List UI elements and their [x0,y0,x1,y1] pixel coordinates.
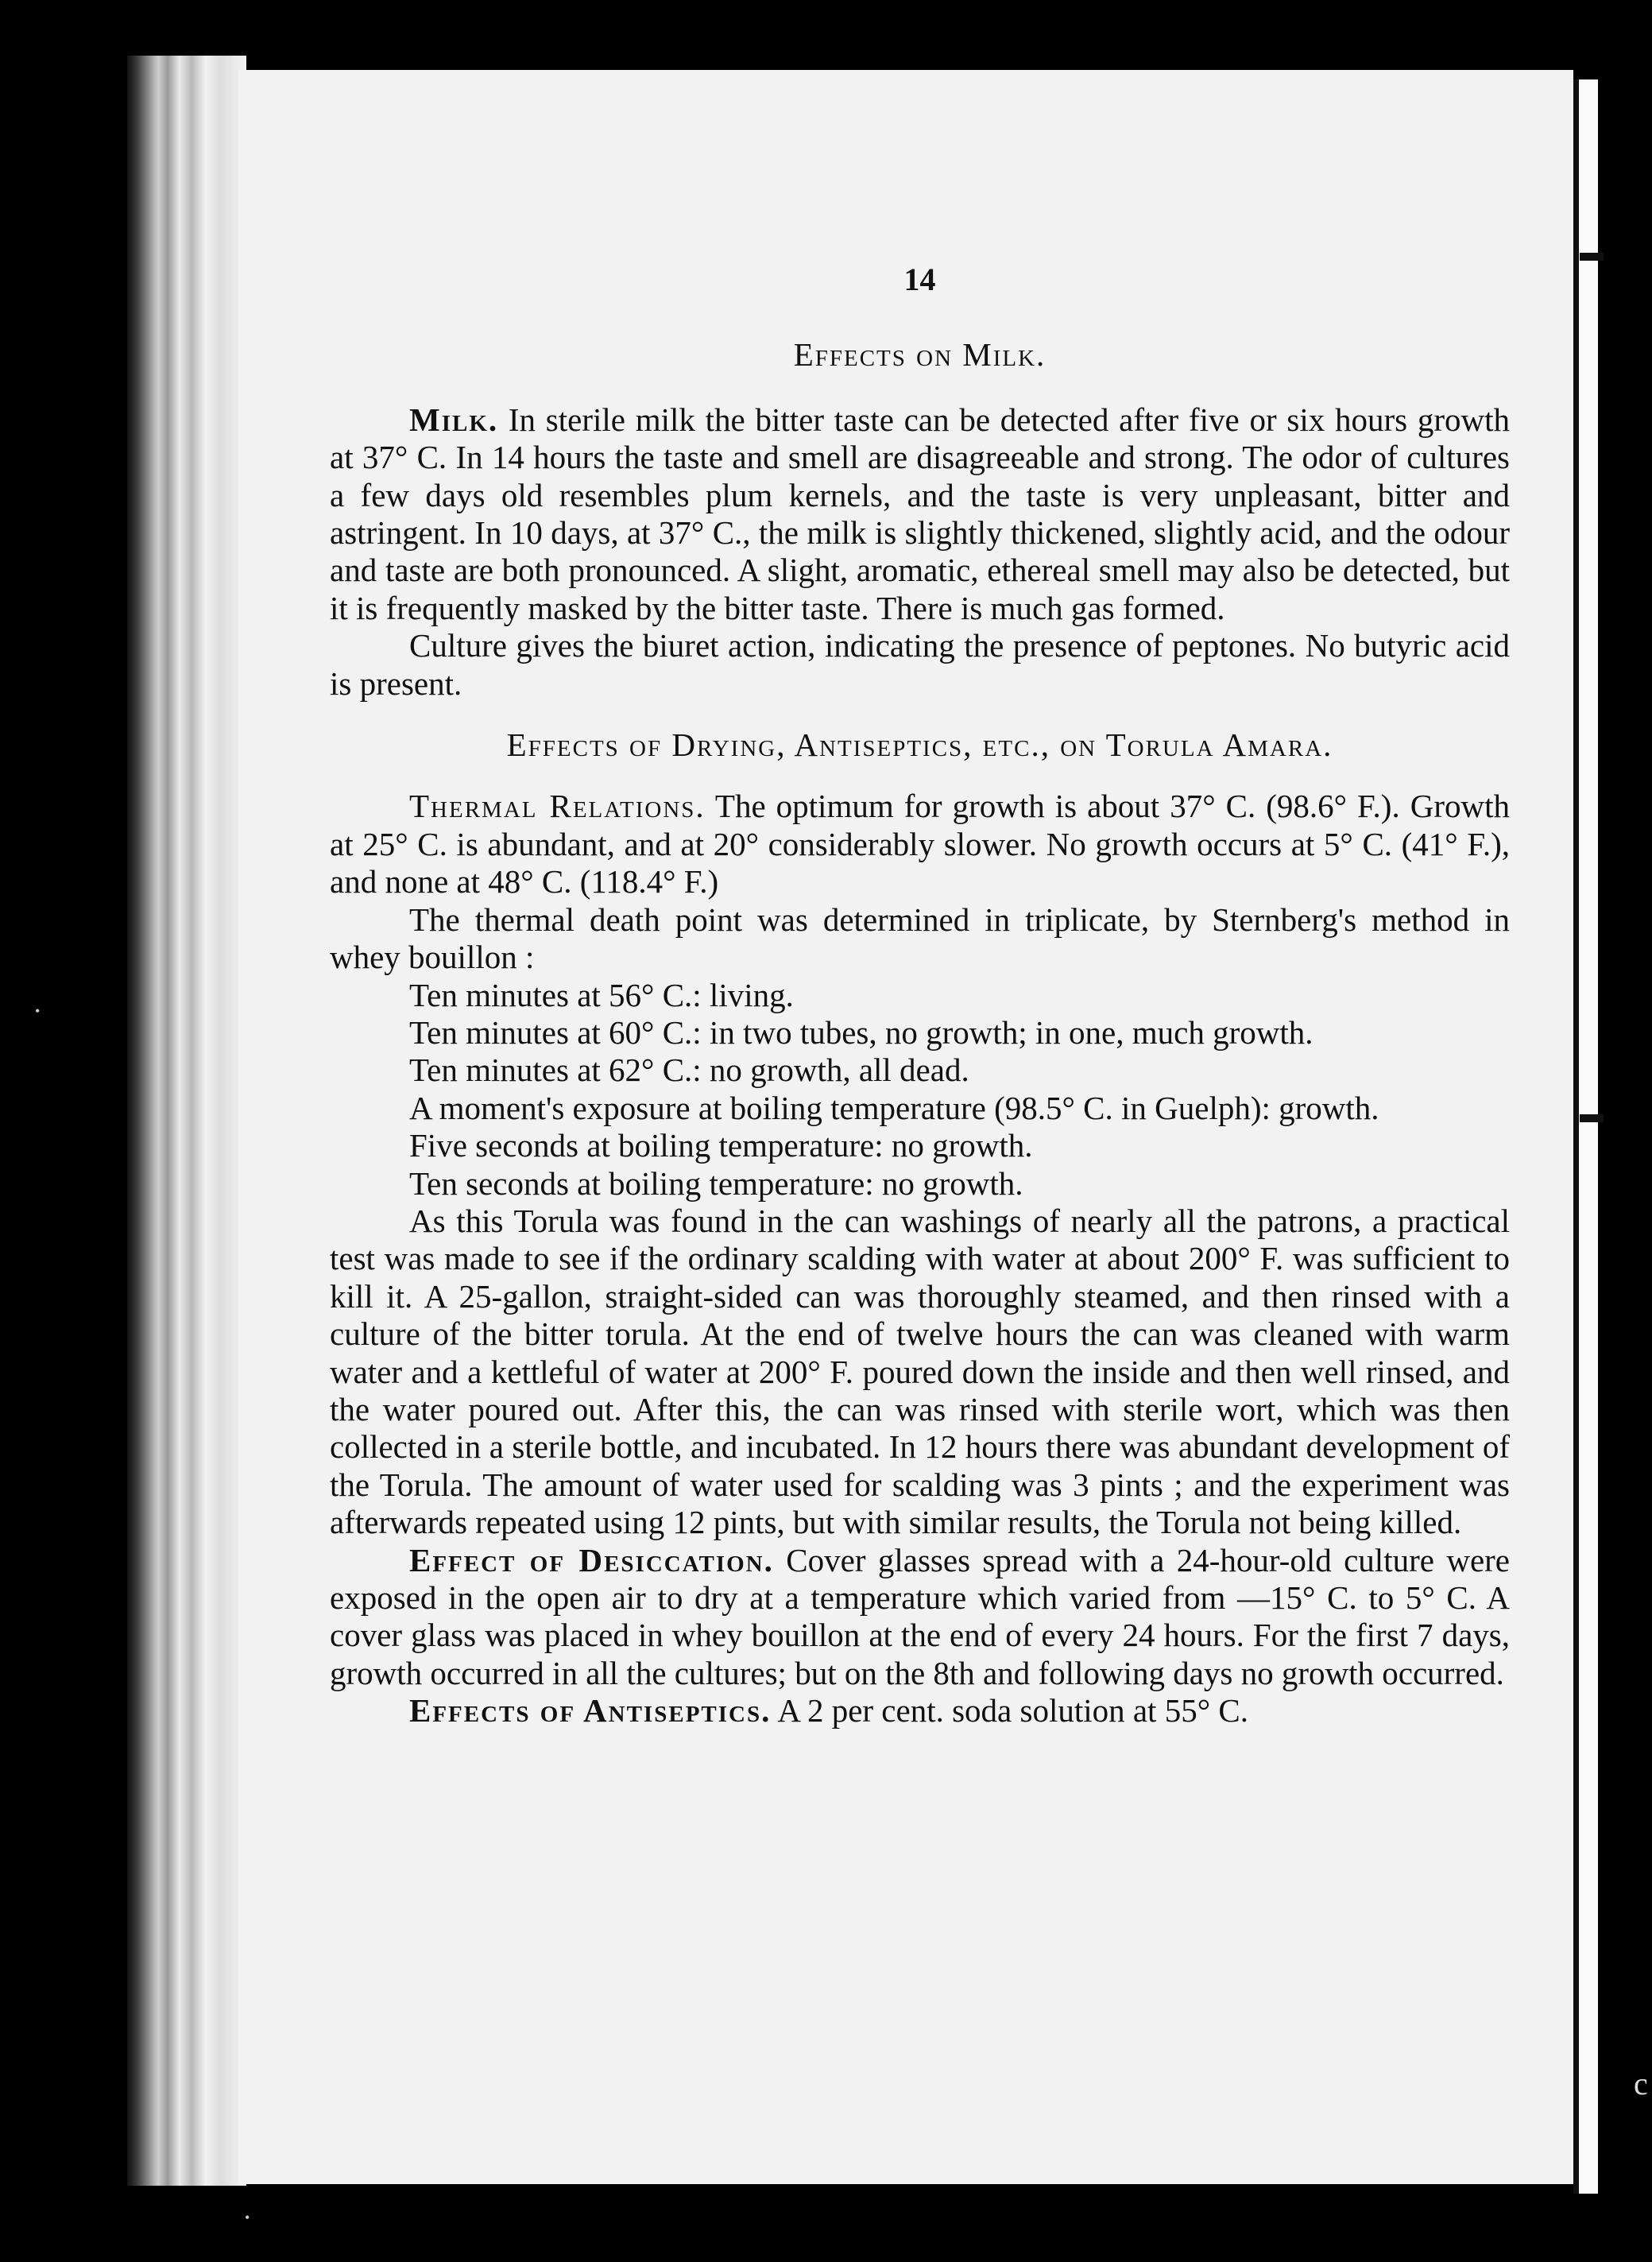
section-heading-milk: Effects on Milk. [793,336,1047,374]
paragraph-method: The thermal death point was determined in triplicate, by Sternberg's method in whey bouillon : [330,901,1510,976]
section-heading-drying: Effects of Drying, Antiseptics, etc., on Torula Amara. [506,726,1333,764]
result-line: Ten minutes at 62° C.: no growth, all dead. [409,1052,969,1089]
run-in-heading: Effect of Desiccation. [409,1541,774,1578]
paragraph-milk: Milk. In sterile milk the bitter taste can be detected after five or six hours growth at 37° C. In 14 hours the taste and smell are disagreeable and strong. The odor of cultures a few days old resembles plum kernels, and the taste is very unpleasant, bitter and astringent. In 10 days, at 37° C., the milk is slightly thickened, slightly acid, and the odour and taste are both pronounced. A slight, aromatic, ethereal smell may also be detected, but it is frequently masked by the bitter taste. There is much gas formed. [330,401,1510,626]
edge-letter: c [1634,2066,1648,2101]
edge-mark [1580,253,1604,261]
book-gutter [127,56,246,2186]
paragraph-desiccation: Effect of Desiccation. Cover glasses spread with a 24-hour-old culture were exposed in the open air to dry at a temperature which varied from —15° C. to 5° C. A cover glass was placed in whey bouillon at the end of every 24 hours. For the first 7 days, growth occurred in all the cultures; but on the 8th and following days no growth occurred. [330,1541,1510,1691]
run-in-heading: Effects of Antiseptics. [409,1692,772,1729]
dust-speck: • [35,1003,41,1019]
edge-mark [1580,1114,1604,1122]
next-page-edge [1573,79,1598,2194]
result-line: A moment's exposure at boiling temperature (98.5° C. in Guelph): growth. [409,1089,1379,1126]
dust-speck: • [245,2210,250,2225]
paragraph-antiseptics: Effects of Antiseptics. A 2 per cent. soda solution at 55° C. [409,1692,1248,1729]
paragraph-can-test: As this Torula was found in the can washings of nearly all the patrons, a practical test was made to see if the ordinary scalding with water at about 200° F. was sufficient to kill it. A 25-gallon, straight-sided can was thoroughly steamed, and then rinsed with a culture of the bitter torula. At the end of twelve hours the can was cleaned with warm water and a kettleful of water at 200° F. poured down the inside and then well rinsed, and the water poured out. After this, the can was rinsed with sterile wort, which was then collected in a sterile bottle, and incubated. In 12 hours there was abundant development of the Torula. The amount of water used for scalding was 3 pints ; and the experiment was afterwards repeated using 12 pints, but with similar results, the Torula not being killed. [330,1202,1510,1541]
result-line: Five seconds at boiling temperature: no growth. [409,1127,1033,1164]
page-text [330,261,1510,1730]
paragraph-thermal: Thermal Relations. The optimum for growth is about 37° C. (98.6° F.). Growth at 25° C. is abundant, and at 20° considerably slower. No growth occurs at 5° C. (41° F.), and none at 48° C. (118.4° F.) [330,788,1510,901]
run-in-heading: Thermal Relations. [409,788,706,825]
result-line: Ten seconds at boiling temperature: no growth. [409,1164,1023,1202]
run-in-heading: Milk. [409,401,499,438]
page-number: 14 [903,261,936,297]
result-line: Ten minutes at 56° C.: living. [409,976,794,1013]
result-line: Ten minutes at 60° C.: in two tubes, no growth; in one, much growth. [409,1013,1313,1051]
paragraph-culture: Culture gives the biuret action, indicating the presence of peptones. No butyric acid is present. [330,627,1510,702]
